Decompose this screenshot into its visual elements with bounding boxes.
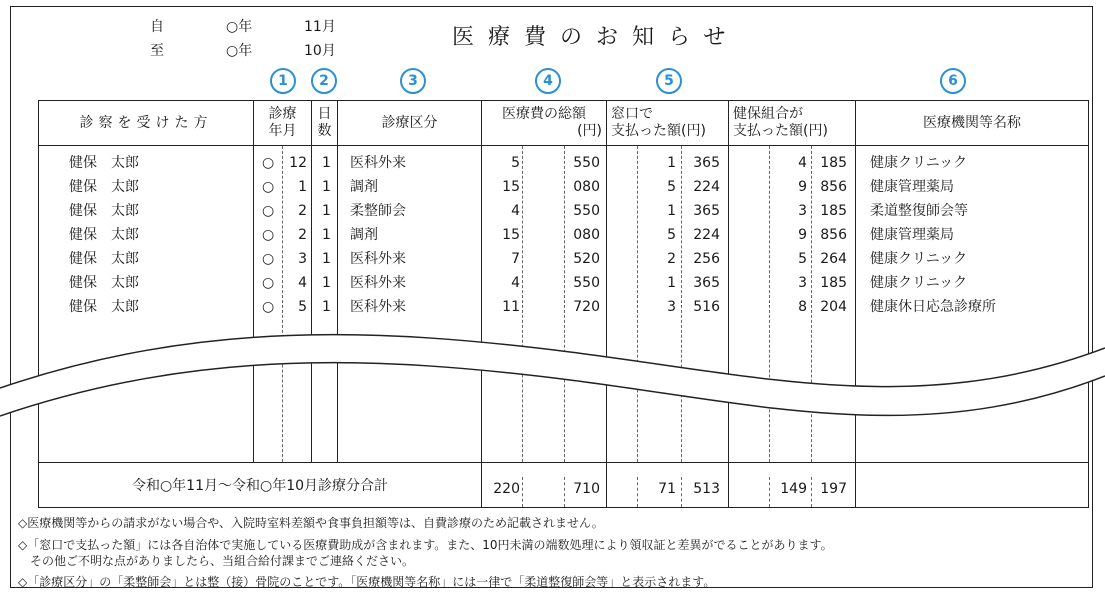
- note-1: ◇医療機関等からの請求がない場合や、入院時室料差額や食事負担額等は、自費診療のため記載されません。: [18, 516, 604, 530]
- month: 2: [298, 227, 307, 243]
- total-thousands: 4: [511, 275, 520, 291]
- marker-6: 6: [940, 68, 966, 94]
- total-row: [39, 463, 1089, 508]
- window-thousands: 1: [667, 203, 676, 219]
- total-units: 550: [573, 155, 600, 171]
- marker-1: 1: [270, 68, 296, 94]
- insurer-thousands: 8: [798, 299, 807, 315]
- window-units: 224: [693, 179, 720, 195]
- month: 3: [298, 251, 307, 267]
- total-thousands: 15: [502, 227, 520, 243]
- insurer-units: 185: [820, 275, 847, 291]
- insurer-units: 856: [820, 179, 847, 195]
- facility-name: 健康クリニック: [870, 251, 968, 267]
- window-thousands: 3: [667, 299, 676, 315]
- days: 1: [322, 299, 331, 315]
- window-thousands: 5: [667, 179, 676, 195]
- insurer-thousands: 4: [798, 155, 807, 171]
- window-units: 365: [693, 155, 720, 171]
- category: 医科外来: [350, 275, 406, 291]
- header-days: 日 数: [312, 101, 338, 146]
- total-units: 550: [573, 275, 600, 291]
- total-amount: 220 710: [482, 463, 607, 508]
- category: 医科外来: [350, 155, 406, 171]
- insurer-units: 204: [820, 299, 847, 315]
- insurer-units: 185: [820, 203, 847, 219]
- total-units: 520: [573, 251, 600, 267]
- page-title: 医療費のお知らせ: [452, 25, 740, 50]
- total-units: 080: [573, 179, 600, 195]
- insurer-units: 185: [820, 155, 847, 171]
- period-from-year: ○年: [226, 19, 253, 35]
- period-to-year: ○年: [226, 43, 253, 59]
- total-thousands: 15: [502, 179, 520, 195]
- days: 1: [322, 251, 331, 267]
- total-thousands: 7: [511, 251, 520, 267]
- era-mark: ○: [262, 299, 275, 315]
- insurer-thousands: 3: [798, 275, 807, 291]
- patient-name: 健保 太郎: [69, 203, 139, 219]
- header-category: 診療区分: [338, 101, 482, 146]
- month: 1: [298, 179, 307, 195]
- period-from-label: 自: [150, 19, 164, 35]
- period-from-month: 11月: [304, 19, 336, 35]
- window-thousands: 2: [667, 251, 676, 267]
- window-units: 256: [693, 251, 720, 267]
- total-thousands: 11: [502, 299, 520, 315]
- header-total: 医療費の総額 (円): [482, 101, 607, 146]
- period-to-month: 10月: [304, 43, 336, 59]
- era-mark: ○: [262, 179, 275, 195]
- patient-name: 健保 太郎: [69, 275, 139, 291]
- total-thousands: 4: [511, 203, 520, 219]
- era-mark: ○: [262, 275, 275, 291]
- total-thousands: 5: [511, 155, 520, 171]
- marker-5: 5: [656, 68, 682, 94]
- window-units: 365: [693, 275, 720, 291]
- header-row: [39, 101, 1089, 146]
- insurer-thousands: 9: [798, 179, 807, 195]
- month: 2: [298, 203, 307, 219]
- category: 医科外来: [350, 299, 406, 315]
- days: 1: [322, 155, 331, 171]
- header-year-month: 診療 年月: [254, 101, 312, 146]
- facility-name: 健康クリニック: [870, 155, 968, 171]
- marker-2: 2: [311, 68, 337, 94]
- facility-name: 健康クリニック: [870, 275, 968, 291]
- marker-4: 4: [535, 68, 561, 94]
- category: 調剤: [350, 179, 378, 195]
- days: 1: [322, 227, 331, 243]
- total-units: 550: [573, 203, 600, 219]
- insurer-thousands: 9: [798, 227, 807, 243]
- era-mark: ○: [262, 203, 275, 219]
- total-units: 720: [573, 299, 600, 315]
- month: 12: [289, 155, 307, 171]
- total-facility: [856, 463, 1089, 508]
- header-facility: 医療機関等名称: [856, 101, 1089, 146]
- month: 5: [298, 299, 307, 315]
- window-units: 224: [693, 227, 720, 243]
- days: 1: [322, 179, 331, 195]
- patient-name: 健保 太郎: [69, 155, 139, 171]
- header-patient: 診察を受けた方: [39, 101, 254, 146]
- header-window-paid: 窓口で 支払った額(円): [607, 101, 729, 146]
- era-mark: ○: [262, 155, 275, 171]
- total-window-paid: 71 513: [607, 463, 729, 508]
- window-thousands: 5: [667, 227, 676, 243]
- wave-break: [0, 300, 1105, 450]
- patient-name: 健保 太郎: [69, 179, 139, 195]
- insurer-thousands: 3: [798, 203, 807, 219]
- facility-name: 健康管理薬局: [870, 179, 954, 195]
- month: 4: [298, 275, 307, 291]
- note-4: ◇「診療区分」の「柔整師会」とは整（接）骨院のことです。「医療機関等名称」には一律で「柔道整復師会等」と表示されます。: [18, 575, 716, 589]
- marker-3: 3: [400, 68, 426, 94]
- insurer-units: 264: [820, 251, 847, 267]
- total-insurer-paid: 149 197: [729, 463, 856, 508]
- total-units: 080: [573, 227, 600, 243]
- window-thousands: 1: [667, 275, 676, 291]
- facility-name: 健康管理薬局: [870, 227, 954, 243]
- facility-name: 柔道整復師会等: [870, 203, 968, 219]
- window-units: 516: [693, 299, 720, 315]
- patient-name: 健保 太郎: [69, 299, 139, 315]
- category: 柔整師会: [350, 203, 406, 219]
- patient-name: 健保 太郎: [69, 227, 139, 243]
- category: 医科外来: [350, 251, 406, 267]
- category: 調剤: [350, 227, 378, 243]
- era-mark: ○: [262, 251, 275, 267]
- window-units: 365: [693, 203, 720, 219]
- era-mark: ○: [262, 227, 275, 243]
- total-label: 令和○年11月～令和○年10月診療分合計: [39, 463, 482, 508]
- window-thousands: 1: [667, 155, 676, 171]
- insurer-units: 856: [820, 227, 847, 243]
- facility-name: 健康休日応急診療所: [870, 299, 996, 315]
- header-insurer-paid: 健保組合が 支払った額(円): [729, 101, 856, 146]
- days: 1: [322, 275, 331, 291]
- note-2: ◇「窓口で支払った額」には各自治体で実施している医療費助成が含まれます。また、10円未満の端数処理により領収証と差異がでることがあります。: [18, 538, 833, 552]
- patient-name: 健保 太郎: [69, 251, 139, 267]
- days: 1: [322, 203, 331, 219]
- insurer-thousands: 5: [798, 251, 807, 267]
- note-3: その他ご不明な点がありましたら、当組合給付課までご連絡ください。: [18, 554, 415, 568]
- period-to-label: 至: [150, 43, 164, 59]
